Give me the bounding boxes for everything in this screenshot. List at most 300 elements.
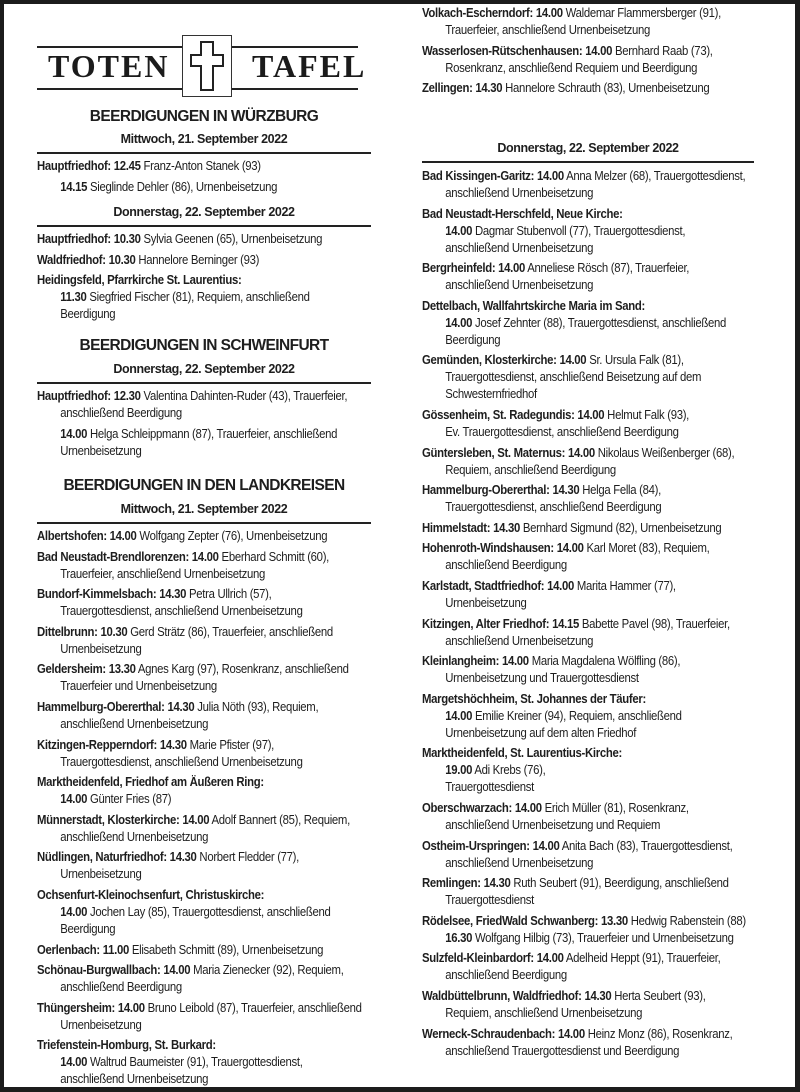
entry-text: Emilie Kreiner (94), Requiem, anschließend xyxy=(474,707,682,723)
obituary-entry xyxy=(37,886,378,937)
entry-continuation: anschließend Urnenbeisetzung xyxy=(445,854,594,870)
entry-continuation: Urnenbeisetzung xyxy=(60,442,142,458)
entry-continuation: anschließend Trauergottesdienst und Beerdigung xyxy=(445,1042,680,1058)
obituary-entry xyxy=(422,519,770,536)
obituary-entry xyxy=(422,949,769,983)
entry-location: Karlstadt, Stadtfriedhof: xyxy=(422,578,545,593)
obituary-entry xyxy=(37,585,346,619)
entry-time: 14.00 xyxy=(514,800,542,815)
obituary-entry xyxy=(422,912,799,929)
entry-continuation: Urnenbeisetzung xyxy=(60,1016,142,1032)
entry-text: Sieglinde Dehler (86), Urnenbeisetzung xyxy=(89,178,278,194)
entry-location: Kitzingen-Repperndorf: xyxy=(37,736,158,752)
entry-line xyxy=(422,79,709,96)
entry-line xyxy=(422,744,622,761)
entry-content xyxy=(422,912,746,929)
entry-text: Bruno Leibold (87), Trauerfeier, anschließend xyxy=(147,999,362,1015)
entry-time: 14.00 xyxy=(60,791,88,807)
obituary-entry xyxy=(422,79,756,96)
entry-content xyxy=(422,4,721,38)
entry-text: Waltrud Baumeister (91), Trauergottesdienst, xyxy=(89,1054,303,1070)
date-heading: Donnerstag, 22. September 2022 xyxy=(113,205,295,219)
entry-text: Siegfried Fischer (81), Requiem, anschließend xyxy=(89,289,310,305)
entry-text: Valentina Dahinten-Ruder (43), Trauerfeier, xyxy=(143,388,348,403)
obituary-entry xyxy=(422,4,770,38)
entry-text: Helmut Falk (93), xyxy=(607,407,690,422)
entry-content xyxy=(422,167,745,201)
entry-line xyxy=(422,987,706,1004)
entry-line xyxy=(422,929,734,946)
obituary-entry xyxy=(422,259,733,293)
entry-location: Werneck-Schraudenbach: xyxy=(422,1025,556,1041)
entry-continuation: Urnenbeisetzung xyxy=(60,866,142,882)
entry-content xyxy=(422,987,706,1021)
entry-continuation: Schwesternfriedhof xyxy=(445,386,537,402)
entry-continuation: Requiem, anschließend Urnenbeisetzung xyxy=(445,1005,643,1020)
entry-time: 14.00 xyxy=(532,837,560,853)
entry-time: 14.00 xyxy=(585,42,613,58)
obituary-entry xyxy=(37,271,354,322)
entry-location: Münnerstadt, Klosterkirche: xyxy=(37,811,180,827)
entry-text: Herta Seubert (93), xyxy=(614,988,706,1003)
entry-line xyxy=(37,886,331,903)
entry-line xyxy=(37,961,344,978)
entry-text: Julia Nöth (93), Requiem, xyxy=(197,699,319,714)
entry-line xyxy=(37,178,277,195)
entry-line xyxy=(422,577,676,594)
obituary-entry xyxy=(422,615,780,649)
section-heading: BEERDIGUNGEN IN WÜRZBURG xyxy=(89,108,319,125)
entry-text: Gerd Strätz (86), Trauerfeier, anschließend xyxy=(130,623,333,639)
obituary-entry xyxy=(422,744,655,795)
entry-content xyxy=(422,297,726,348)
entry-text: Marie Pfister (97), xyxy=(189,736,275,752)
entry-time: 12.30 xyxy=(113,388,141,403)
entry-line xyxy=(422,4,721,21)
obituary-entry xyxy=(422,351,747,402)
date-heading: Mittwoch, 21. September 2022 xyxy=(120,502,288,516)
entry-continuation: anschließend Urnenbeisetzung xyxy=(60,716,209,731)
entry-continuation: anschließend Beerdigung xyxy=(60,979,182,995)
entry-text: Nikolaus Weißenberger (68), xyxy=(597,444,735,460)
masthead-rule-bottom-right xyxy=(232,88,358,90)
entry-location: Bundorf-Kimmelsbach: xyxy=(37,586,157,602)
entry-text: Dagmar Stubenvoll (77), Trauergottesdienst, xyxy=(474,222,686,238)
entry-content xyxy=(37,1036,303,1087)
entry-continuation: anschließend Urnenbeisetzung xyxy=(445,239,594,255)
entry-continuation: anschließend Urnenbeisetzung xyxy=(60,828,209,844)
entry-line xyxy=(422,539,709,556)
entry-line xyxy=(37,230,322,247)
entry-time: 14.00 xyxy=(577,407,605,422)
entry-line xyxy=(37,1036,303,1053)
entry-content xyxy=(37,387,347,421)
entry-time: 14.00 xyxy=(536,950,564,966)
entry-line xyxy=(422,949,720,966)
obituary-entry xyxy=(37,251,295,268)
entry-location: Bergrheinfeld: xyxy=(422,260,496,276)
entry-location: Dittelbrunn: xyxy=(37,623,98,639)
entry-content xyxy=(37,999,362,1033)
entry-continuation: Urnenbeisetzung auf dem alten Friedhof xyxy=(445,724,637,740)
entry-line xyxy=(422,481,661,498)
entry-time: 14.00 xyxy=(498,260,526,276)
entry-line xyxy=(37,585,303,602)
entry-content xyxy=(37,961,344,995)
entry-time: 11.30 xyxy=(60,289,87,305)
entry-location: Marktheidenfeld, St. Laurentius-Kirche: xyxy=(422,745,623,761)
entry-time: 10.30 xyxy=(100,623,128,639)
entry-content xyxy=(37,230,322,247)
entry-time: 10.30 xyxy=(108,251,136,267)
entry-line xyxy=(422,259,689,276)
entry-time: 14.00 xyxy=(445,707,473,723)
entry-content xyxy=(422,519,721,536)
entry-content xyxy=(37,425,337,459)
entry-text: Helga Schleippmann (87), Trauerfeier, anschließend xyxy=(89,425,338,441)
entry-text: Maria Zienecker (92), Requiem, xyxy=(193,962,344,978)
entry-content xyxy=(37,548,329,582)
entry-continuation: anschließend Urnenbeisetzung xyxy=(445,185,594,200)
entry-time: 14.30 xyxy=(167,699,195,714)
entry-line xyxy=(37,660,349,677)
entry-time: 14.00 xyxy=(567,444,595,460)
obituary-entry xyxy=(422,205,728,256)
entry-content xyxy=(37,736,303,770)
entry-time: 14.30 xyxy=(483,875,511,891)
obituary-entry xyxy=(422,987,752,1021)
entry-content xyxy=(422,577,676,611)
entry-text: Günter Fries (87) xyxy=(89,791,172,807)
obituary-entry xyxy=(37,999,415,1033)
entry-content xyxy=(37,178,277,195)
obituary-entry xyxy=(422,874,779,908)
entry-location: Remlingen: xyxy=(422,875,481,891)
entry-location: Güntersleben, St. Maternus: xyxy=(422,444,566,460)
entry-line xyxy=(422,222,685,239)
obituary-entry xyxy=(422,481,700,515)
entry-location: Oberschwarzach: xyxy=(422,800,513,815)
obituary-entry xyxy=(422,42,760,76)
date-heading: Mittwoch, 21. September 2022 xyxy=(120,132,288,146)
obituary-entry xyxy=(37,660,399,694)
entry-line xyxy=(37,1053,303,1070)
entry-line xyxy=(422,799,689,816)
obituary-entry xyxy=(37,848,342,882)
entry-time: 14.00 xyxy=(501,653,529,669)
entry-continuation: Trauerfeier und Urnenbeisetzung xyxy=(60,678,217,694)
entry-location: Triefenstein-Homburg, St. Burkard: xyxy=(37,1037,216,1053)
entry-continuation: anschließend Beerdigung xyxy=(60,405,182,420)
entry-text: Elisabeth Schmitt (89), Urnenbeisetzung xyxy=(131,941,324,957)
entry-time: 14.00 xyxy=(445,222,473,238)
entry-time: 14.00 xyxy=(60,904,88,919)
obituary-entry xyxy=(422,406,733,440)
entry-text: Sylvia Geenen (65), Urnenbeisetzung xyxy=(143,231,323,246)
obituary-entry xyxy=(422,577,717,611)
entry-location: Hohenroth-Windshausen: xyxy=(422,540,554,556)
entry-location: Bad Kissingen-Garitz: xyxy=(422,168,535,183)
masthead-title-right: TAFEL xyxy=(252,48,367,84)
entry-text: Maria Magdalena Wölfling (86), xyxy=(531,653,681,669)
entry-continuation: anschließend Urnenbeisetzung und Requiem xyxy=(445,817,661,832)
entry-content xyxy=(422,205,685,256)
section-heading: BEERDIGUNGEN IN DEN LANDKREISEN xyxy=(63,477,345,494)
entry-time: 14.00 xyxy=(535,5,563,20)
obituary-entry xyxy=(37,157,297,174)
entry-location: Rödelsee, FriedWald Schwanberg: xyxy=(422,912,599,928)
obituary-entry xyxy=(37,548,377,582)
entry-line xyxy=(422,351,701,368)
entry-text: Bernhard Raab (73), xyxy=(614,42,713,58)
entry-continuation: Trauergottesdienst, anschließend Beerdigung xyxy=(445,499,662,515)
entry-time: 14.00 xyxy=(191,548,219,564)
entry-line xyxy=(422,444,734,461)
entry-line xyxy=(37,271,310,288)
obituary-entry xyxy=(37,698,364,732)
entry-content xyxy=(422,1025,732,1059)
entry-line xyxy=(422,1025,732,1042)
entry-content xyxy=(37,157,261,174)
entry-time: 10.30 xyxy=(113,231,141,246)
entry-content xyxy=(422,799,689,833)
entry-location: Gössenheim, St. Radegundis: xyxy=(422,407,575,422)
entry-time: 14.00 xyxy=(556,540,584,556)
entry-line xyxy=(422,297,726,314)
obituary-entry xyxy=(37,623,381,657)
entry-content xyxy=(37,886,331,937)
entry-location: Waldbüttelbrunn, Waldfriedhof: xyxy=(422,988,582,1003)
obituary-entry xyxy=(37,1036,346,1087)
obituary-entry xyxy=(37,387,398,421)
entry-continuation: Ev. Trauergottesdienst, anschließend Beerdigung xyxy=(445,424,679,439)
entry-time: 11.00 xyxy=(102,941,129,957)
entry-line xyxy=(422,761,622,778)
entry-text: Ruth Seubert (91), Beerdigung, anschließend xyxy=(513,875,729,891)
entry-line xyxy=(37,999,362,1016)
entry-continuation: Urnenbeisetzung xyxy=(60,640,142,656)
entry-time: 14.00 xyxy=(60,1054,88,1070)
entry-time: 14.00 xyxy=(559,352,587,368)
entry-time: 14.30 xyxy=(584,988,612,1003)
entry-time: 14.00 xyxy=(109,528,137,543)
entry-text: Norbert Fledder (77), xyxy=(199,849,300,865)
entry-location: Himmelstadt: xyxy=(422,519,491,535)
obituary-entry xyxy=(422,167,798,201)
entry-location: Marktheidenfeld, Friedhof am Äußeren Ring: xyxy=(37,774,264,790)
entry-content xyxy=(422,744,622,795)
entry-line xyxy=(37,941,323,958)
entry-text: Bernhard Sigmund (82), Urnenbeisetzung xyxy=(522,519,722,535)
entry-location: Oerlenbach: xyxy=(37,941,100,957)
obituary-entry xyxy=(422,799,732,833)
entry-location: Gemünden, Klosterkirche: xyxy=(422,352,557,368)
entry-location: Bad Neustadt-Brendlorenzen: xyxy=(37,548,189,564)
entry-content xyxy=(422,406,689,440)
entry-location: Ostheim-Urspringen: xyxy=(422,837,530,853)
obituary-entry xyxy=(422,652,722,686)
entry-time: 14.30 xyxy=(552,482,580,498)
entry-location: Hammelburg-Obererthal: xyxy=(422,482,550,498)
cross-logo xyxy=(182,35,232,97)
entry-time: 14.00 xyxy=(557,1025,585,1041)
obituary-entry xyxy=(422,444,785,478)
entry-text: Hannelore Schrauth (83), Urnenbeisetzung xyxy=(505,80,710,96)
masthead-title-left: TOTEN xyxy=(48,48,170,84)
entry-time: 14.30 xyxy=(159,736,187,752)
entry-content xyxy=(37,585,303,619)
entry-continuation: Trauergottesdienst xyxy=(445,779,534,795)
entry-text: Karl Moret (83), Requiem, xyxy=(586,540,710,556)
entry-content xyxy=(422,79,709,96)
entry-line xyxy=(37,425,337,442)
section-rule xyxy=(422,161,754,163)
entry-text: Sr. Ursula Falk (81), xyxy=(589,352,684,368)
entry-content xyxy=(37,848,299,882)
entry-content xyxy=(422,42,713,76)
entry-location: Heidingsfeld, Pfarrkirche St. Laurentius: xyxy=(37,272,242,288)
obituary-entry xyxy=(37,178,316,195)
entry-line xyxy=(37,548,329,565)
entry-continuation: Urnenbeisetzung und Trauergottesdienst xyxy=(445,670,639,686)
entry-text: Anna Melzer (68), Trauergottesdienst, xyxy=(566,168,746,183)
entry-content xyxy=(37,660,349,694)
entry-location: Dettelbach, Wallfahrtskirche Maria im Sand: xyxy=(422,297,645,313)
entry-content xyxy=(37,251,259,268)
entry-content xyxy=(37,527,327,544)
entry-time: 14.15 xyxy=(60,178,88,194)
obituary-entry xyxy=(37,961,393,995)
obituary-entry xyxy=(422,690,724,741)
entry-location: Hauptfriedhof: xyxy=(37,388,111,403)
obituary-entry xyxy=(37,425,386,459)
entry-line xyxy=(422,167,745,184)
entry-continuation: Rosenkranz, anschließend Requiem und Beerdigung xyxy=(445,59,698,75)
entry-location: Ochsenfurt-Kleinochsenfurt, Christuskirche: xyxy=(37,887,265,902)
entry-content xyxy=(37,941,323,958)
entry-location: Albertshofen: xyxy=(37,528,107,543)
entry-text: Heinz Monz (86), Rosenkranz, xyxy=(587,1025,733,1041)
entry-line xyxy=(422,406,689,423)
entry-line xyxy=(37,157,261,174)
obituary-entry xyxy=(37,811,401,845)
entry-location: Nüdlingen, Naturfriedhof: xyxy=(37,849,167,865)
entry-continuation: Beerdigung xyxy=(445,331,501,347)
entry-time: 14.00 xyxy=(60,425,88,441)
entry-line xyxy=(422,652,680,669)
entry-text: Adi Krebs (76), xyxy=(474,762,546,778)
entry-content xyxy=(422,690,682,741)
entry-content xyxy=(422,481,661,515)
entry-continuation: anschließend Urnenbeisetzung xyxy=(445,632,594,648)
section-rule xyxy=(37,225,371,227)
entry-line xyxy=(422,874,729,891)
entry-continuation: anschließend Beerdigung xyxy=(445,557,567,573)
entry-line xyxy=(37,790,264,807)
entry-line xyxy=(37,698,318,715)
entry-line xyxy=(37,623,333,640)
entry-content xyxy=(37,623,333,657)
entry-text: Marita Hammer (77), xyxy=(576,578,676,593)
entry-location: Kitzingen, Alter Friedhof: xyxy=(422,615,550,631)
entry-text: Adolf Bannert (85), Requiem, xyxy=(211,811,350,827)
entry-content xyxy=(422,539,709,573)
obituary-entry xyxy=(422,297,775,348)
entry-location: Zellingen: xyxy=(422,80,473,96)
obituary-entry xyxy=(37,773,301,807)
entry-time: 13.30 xyxy=(601,912,628,928)
entry-content xyxy=(422,259,689,293)
entry-time: 14.00 xyxy=(117,999,145,1015)
entry-line xyxy=(422,690,682,707)
entry-line xyxy=(422,707,682,724)
entry-text: Hedwig Rabenstein (88) xyxy=(630,912,746,928)
entry-location: Hauptfriedhof: xyxy=(37,231,111,246)
entry-content xyxy=(37,773,264,807)
entry-text: Wolfgang Zepter (76), Urnenbeisetzung xyxy=(139,528,328,543)
cross-icon xyxy=(190,41,224,91)
entry-text: Jochen Lay (85), Trauergottesdienst, anschließend xyxy=(89,904,331,919)
section-rule xyxy=(37,152,371,154)
entry-location: Bad Neustadt-Herschfeld, Neue Kirche: xyxy=(422,205,623,221)
entry-line xyxy=(37,773,264,790)
entry-line xyxy=(37,848,299,865)
date-heading: Donnerstag, 22. September 2022 xyxy=(113,362,295,376)
entry-text: Erich Müller (81), Rosenkranz, xyxy=(544,800,689,815)
entry-text: Petra Ullrich (57), xyxy=(188,586,272,602)
entry-continuation: Requiem, anschließend Beerdigung xyxy=(445,461,616,477)
entry-text: Eberhard Schmitt (60), xyxy=(221,548,330,564)
entry-content xyxy=(422,351,701,402)
entry-line xyxy=(422,912,746,929)
entry-time: 14.00 xyxy=(445,314,473,330)
entry-location: Sulzfeld-Kleinbardorf: xyxy=(422,950,534,966)
entry-line xyxy=(37,387,347,404)
entry-location: Waldfriedhof: xyxy=(37,251,106,267)
entry-location: Wasserlosen-Rütschenhausen: xyxy=(422,42,583,58)
entry-text: Anita Bach (83), Trauergottesdienst, xyxy=(561,837,733,853)
obituary-entry xyxy=(37,736,346,770)
entry-content xyxy=(422,837,732,871)
entry-continuation: Trauergottesdienst, anschließend Urnenbeisetzung xyxy=(60,753,303,769)
entry-continuation: anschließend Urnenbeisetzung xyxy=(445,277,594,293)
entry-continuation: anschließend Urnenbeisetzung xyxy=(60,1071,209,1087)
section-rule xyxy=(37,382,371,384)
entry-text: Helga Fella (84), xyxy=(582,482,661,498)
entry-line xyxy=(422,519,721,536)
entry-content xyxy=(422,929,734,946)
masthead-rule-bottom-left xyxy=(37,88,182,90)
entry-time: 16.30 xyxy=(445,929,473,945)
obituary-entry xyxy=(422,1025,783,1059)
entry-continuation: Trauerfeier, anschließend Urnenbeisetzung xyxy=(60,565,265,581)
section-rule xyxy=(37,522,371,524)
entry-line xyxy=(37,903,331,920)
obituary-entry xyxy=(37,230,369,247)
entry-text: Hannelore Berninger (93) xyxy=(138,251,260,267)
entry-line xyxy=(422,42,713,59)
entry-time: 13.30 xyxy=(108,661,136,677)
entry-line xyxy=(422,615,730,632)
obituary-entry xyxy=(37,527,375,544)
entry-text: Anneliese Rösch (87), Trauerfeier, xyxy=(527,260,690,276)
obituary-entry xyxy=(422,539,756,573)
entry-line xyxy=(37,811,350,828)
entry-content xyxy=(37,698,318,732)
entry-time: 19.00 xyxy=(445,762,473,778)
entry-text: Agnes Karg (97), Rosenkranz, anschließend xyxy=(137,661,349,677)
entry-continuation: Trauergottesdienst, anschließend Urnenbeisetzung xyxy=(60,603,303,619)
